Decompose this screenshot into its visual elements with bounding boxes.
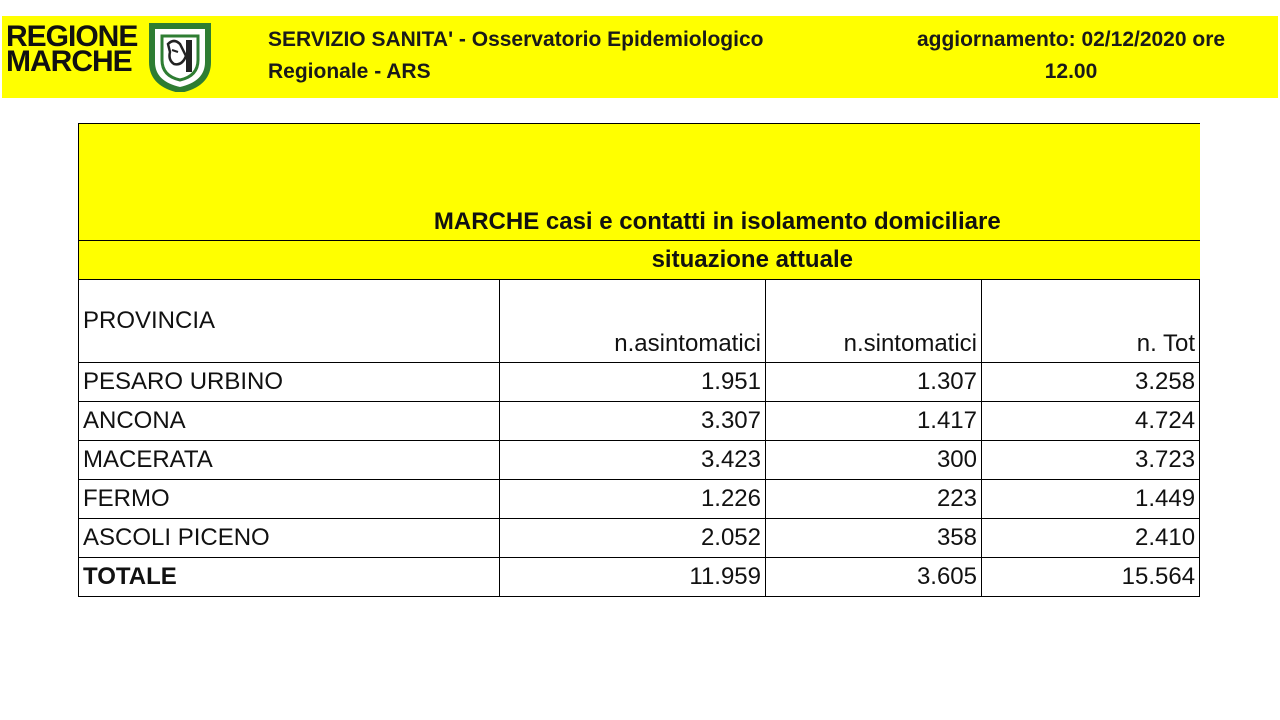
cell-sintomatici: 223 <box>766 480 982 519</box>
cell-provincia: ANCONA <box>79 402 500 441</box>
cell-asintomatici: 3.307 <box>500 402 766 441</box>
cell-provincia: ASCOLI PICENO <box>79 519 500 558</box>
table-title: MARCHE casi e contatti in isolamento domiciliare <box>79 124 1200 241</box>
cell-sintomatici: 3.605 <box>766 558 982 597</box>
cell-sintomatici: 1.417 <box>766 402 982 441</box>
update-line1: aggiornamento: 02/12/2020 ore <box>916 28 1226 51</box>
cell-provincia: MACERATA <box>79 441 500 480</box>
table-total-row <box>79 558 1200 597</box>
cell-provincia: TOTALE <box>79 558 500 597</box>
isolation-cases-table <box>78 123 1200 597</box>
table-title-row <box>79 124 1200 241</box>
table-row <box>79 519 1200 558</box>
table-subtitle-row <box>79 241 1200 280</box>
column-header-sintomatici: n.sintomatici <box>766 280 982 363</box>
cell-asintomatici: 1.226 <box>500 480 766 519</box>
cell-totale: 4.724 <box>982 402 1200 441</box>
cell-totale: 3.723 <box>982 441 1200 480</box>
cell-totale: 1.449 <box>982 480 1200 519</box>
column-header-totale: n. Tot <box>982 280 1200 363</box>
table-row <box>79 480 1200 519</box>
table-row <box>79 441 1200 480</box>
cell-totale: 3.258 <box>982 363 1200 402</box>
regione-marche-logo <box>4 22 214 92</box>
cell-sintomatici: 358 <box>766 519 982 558</box>
cell-totale: 15.564 <box>982 558 1200 597</box>
table-row <box>79 402 1200 441</box>
regional-shield-icon <box>148 22 212 92</box>
cell-asintomatici: 2.052 <box>500 519 766 558</box>
cell-sintomatici: 1.307 <box>766 363 982 402</box>
column-header-asintomatici: n.asintomatici <box>500 280 766 363</box>
cell-totale: 2.410 <box>982 519 1200 558</box>
logo-text <box>6 20 138 78</box>
cell-asintomatici: 11.959 <box>500 558 766 597</box>
table-row <box>79 363 1200 402</box>
update-timestamp <box>868 24 1274 88</box>
cell-asintomatici: 1.951 <box>500 363 766 402</box>
logo-text-line2: MARCHE <box>6 45 132 78</box>
update-line2: 12.00 <box>1044 60 1098 83</box>
cell-sintomatici: 300 <box>766 441 982 480</box>
cell-asintomatici: 3.423 <box>500 441 766 480</box>
table-subtitle: situazione attuale <box>79 241 1200 280</box>
cell-provincia: FERMO <box>79 480 500 519</box>
service-line2: Regionale - ARS <box>268 60 431 83</box>
logo-text-line1: REGIONE <box>6 20 138 53</box>
column-header-row <box>79 280 1200 363</box>
column-header-provincia: PROVINCIA <box>79 280 500 363</box>
page-header <box>2 16 1278 98</box>
service-line1: SERVIZIO SANITA' - Osservatorio Epidemiologico <box>268 28 764 51</box>
service-name <box>268 24 848 88</box>
cell-provincia: PESARO URBINO <box>79 363 500 402</box>
